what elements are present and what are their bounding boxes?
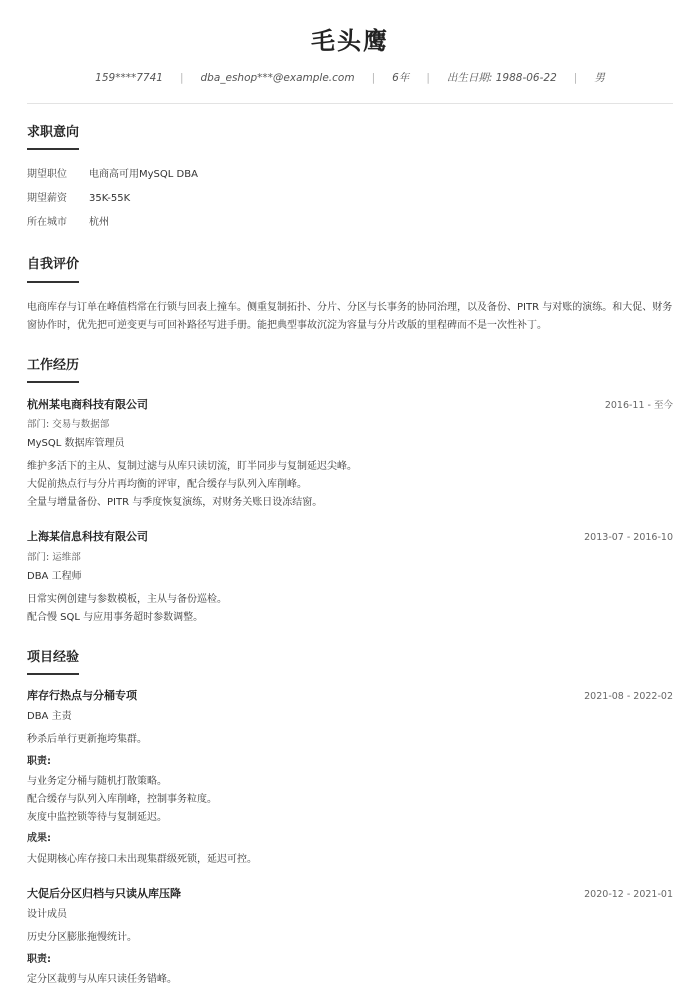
work-duty: 全量与增量备份、PITR 与季度恢复演练，对财务关账日设冻结窗。	[27, 497, 323, 508]
project-result-label: 成果:	[27, 833, 51, 844]
project-duty-label: 职责:	[27, 756, 51, 767]
birth-date: 出生日期: 1988-06-22	[446, 72, 557, 84]
work-date: 2016-11 - 至今	[604, 400, 673, 411]
value: 杭州	[89, 217, 109, 228]
section-underline	[27, 673, 79, 675]
separator: |	[426, 72, 430, 84]
project-duty: 配合缓存与队列入库削峰，控制事务粒度。	[27, 794, 217, 805]
section-title-work: 工作经历	[27, 358, 80, 373]
phone: 159****7741	[95, 72, 163, 84]
intent-position	[27, 168, 198, 182]
label: 期望薪资	[27, 193, 67, 204]
section-title-projects: 项目经验	[27, 650, 80, 665]
work-dept: 部门: 交易与数据部	[27, 419, 110, 430]
work-role: DBA 工程师	[27, 571, 82, 582]
section-underline	[27, 381, 79, 383]
work-dept: 部门: 运维部	[27, 552, 81, 563]
project-desc: 秒杀后单行更新拖垮集群。	[27, 734, 147, 745]
intent-salary	[27, 192, 130, 206]
project-date: 2021-08 - 2022-02	[584, 691, 673, 702]
separator: |	[371, 72, 376, 84]
project-name: 库存行热点与分桶专项	[27, 689, 137, 702]
value: 电商高可用MySQL DBA	[89, 169, 198, 180]
section-underline	[27, 281, 79, 283]
header-divider	[27, 103, 673, 104]
project-duty-label: 职责:	[27, 954, 51, 965]
project-date: 2020-12 - 2021-01	[584, 889, 673, 900]
work-role: MySQL 数据库管理员	[27, 438, 125, 449]
self-eval-text: 电商库存与订单在峰值档常在行锁与回表上撞车。侧重复制拓扑、分片、分区与长事务的协同治理，以及备份、PITR 与对账的演练。和大促、财务窗协作时，优先把可逆变更与可回补路径写进手册。能把典型事故沉淀为容量与分片改版的里程碑而不是一次性补丁。	[27, 302, 673, 331]
work-company: 杭州某电商科技有限公司	[27, 398, 148, 411]
project-desc: 历史分区膨胀拖慢统计。	[27, 932, 137, 943]
contact-row	[27, 71, 673, 85]
project-role: 设计成员	[27, 909, 67, 920]
experience-years: 6年	[392, 72, 410, 84]
section-underline	[27, 148, 79, 150]
section-title-self-eval: 自我评价	[27, 257, 80, 272]
email[interactable]: dba_eshop***@example.com	[200, 72, 355, 84]
gender: 男	[594, 72, 605, 84]
label: 所在城市	[27, 217, 67, 228]
project-duty: 与业务定分桶与随机打散策略。	[27, 776, 167, 787]
project-result: 大促期核心库存接口未出现集群级死锁，延迟可控。	[27, 854, 257, 865]
separator: |	[573, 72, 578, 84]
section-title-intent: 求职意向	[27, 125, 80, 140]
value: 35K-55K	[89, 193, 131, 204]
work-company: 上海某信息科技有限公司	[27, 530, 148, 543]
work-duty: 配合慢 SQL 与应用事务超时参数调整。	[27, 612, 204, 623]
work-duty: 维护多活下的主从、复制过滤与从库只读切流，盯半同步与复制延迟尖峰。	[27, 461, 357, 472]
candidate-name: 毛头鹰	[311, 27, 389, 55]
intent-city	[27, 216, 109, 230]
separator: |	[179, 72, 184, 84]
label: 期望职位	[27, 169, 67, 180]
project-name: 大促后分区归档与只读从库压降	[27, 887, 181, 900]
project-role: DBA 主责	[27, 711, 72, 722]
work-date: 2013-07 - 2016-10	[584, 532, 673, 543]
project-duty: 灰度中监控锁等待与复制延迟。	[27, 812, 167, 823]
work-duty: 日常实例创建与参数模板，主从与备份巡检。	[27, 594, 227, 605]
work-duty: 大促前热点行与分片再均衡的评审，配合缓存与队列入库削峰。	[27, 479, 307, 490]
project-duty: 定分区裁剪与从库只读任务错峰。	[27, 974, 177, 985]
